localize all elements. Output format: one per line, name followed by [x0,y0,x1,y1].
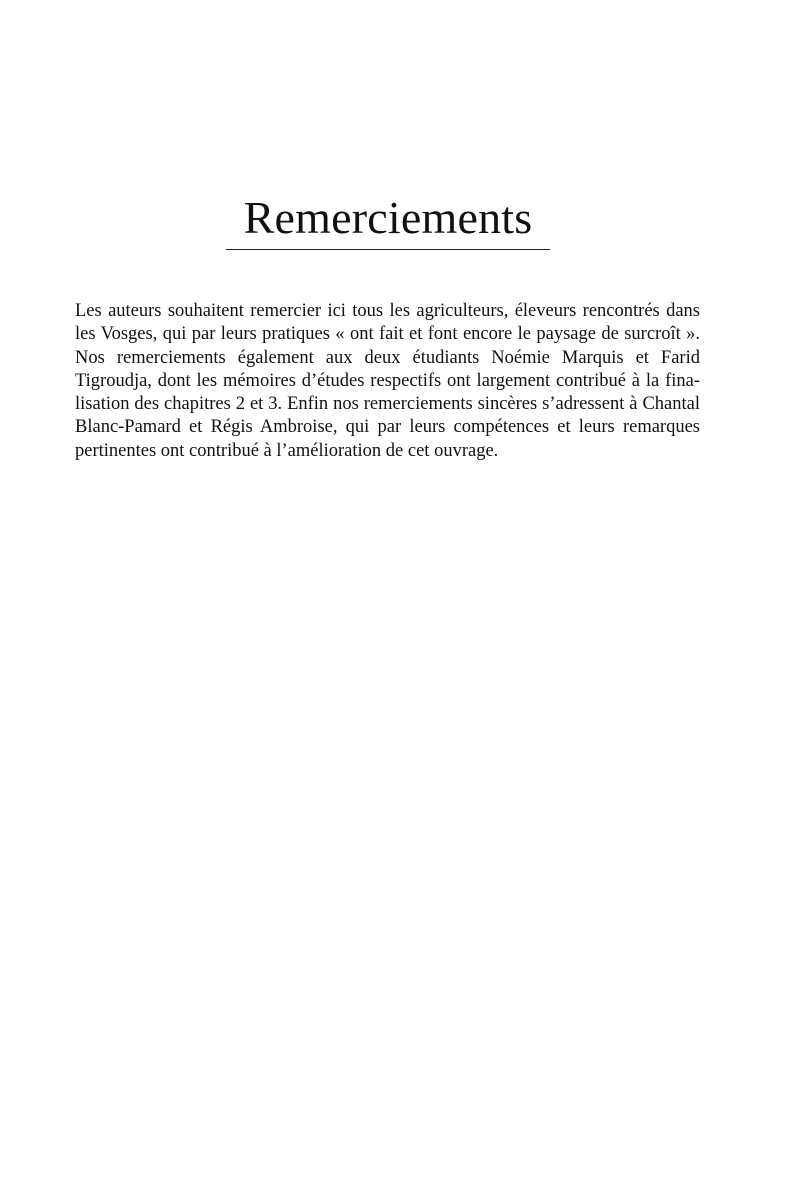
paragraph-line: pertinentes ont contribué à l’amélioration de cet ouvrage. [75,440,499,461]
title-block [226,190,550,250]
paragraph-line: Les auteurs souhaitent remercier ici tous les agriculteurs, éleveurs rencontrés dans [75,301,700,321]
paragraph-line: les Vosges, qui par leurs pratiques « ont fait et font encore le paysage de surcroît ». [75,324,700,345]
paragraph-line: Nos remerciements également aux deux étudiants Noémie Marquis et Farid [75,347,700,368]
paragraph-line: Tigroudja, dont les mémoires d’études respectifs ont largement contribué à la fina- [75,370,700,391]
title-underline [226,249,550,250]
acknowledgements-paragraph [75,300,700,463]
paragraph-line: Blanc-Pamard et Régis Ambroise, qui par leurs compétences et leurs remarques [75,417,700,438]
page-title: Remerciements [243,192,533,243]
paragraph-line: lisation des chapitres 2 et 3. Enfin nos remerciements sincères s’adressent à Chantal [75,394,700,415]
